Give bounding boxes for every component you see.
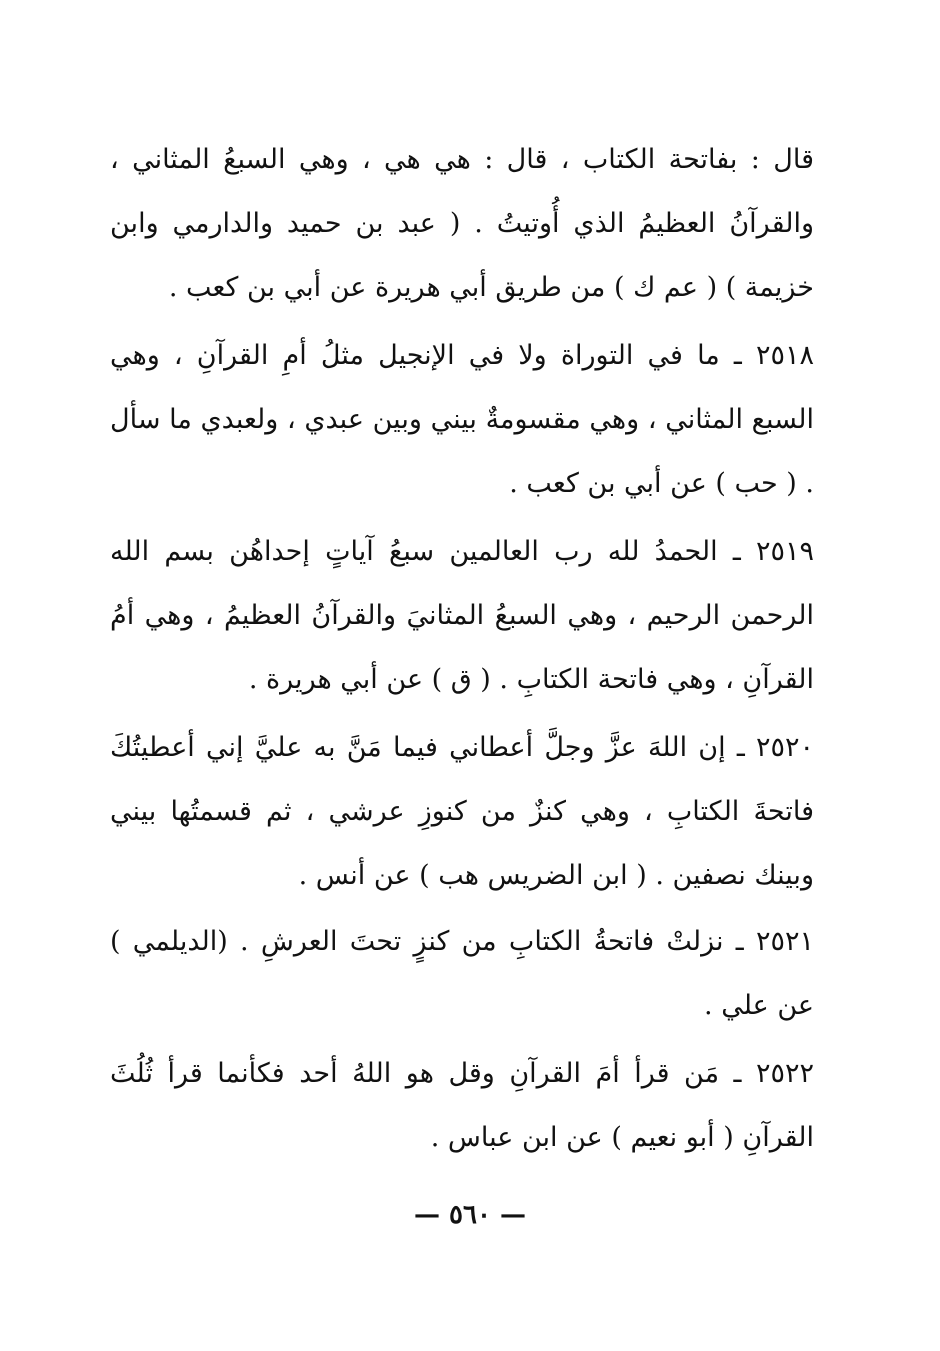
paragraph-text: قال : بفاتحة الكتاب ، قال : هي هي ، وهي السبعُ المثاني ، والقرآنُ العظيمُ الذي أُوتيتُ . ( عبد بن حميد والدارمي وابن خزيمة ) ( عم ك ) من طريق أبي هريرة عن أبي بن كعب . xyxy=(110,144,814,303)
hadith-2521 xyxy=(110,910,814,1038)
paragraph-text: ٢٥١٨ ـ ما في التوراة ولا في الإنجيل مثلُ أمِ القرآنِ ، وهي السبع المثاني ، وهي مقسومةٌ بيني وبين عبدي ، ولعبدي ما سأل . ( حب ) عن أبي بن كعب . xyxy=(110,340,814,499)
hadith-2519 xyxy=(110,520,814,712)
paragraph-intro xyxy=(110,128,814,320)
paragraph-text: ٢٥٢١ ـ نزلتْ فاتحةُ الكتابِ من كنزٍ تحتَ العرشِ . (الديلمي ) عن علي . xyxy=(110,926,814,1021)
paragraph-text: ٢٥٢٢ ـ مَن قرأ أمَ القرآنِ وقل هو اللهُ أحد فكأنما قرأ ثُلُثَ القرآنِ ( أبو نعيم ) عن ابن عباس . xyxy=(110,1058,814,1153)
paragraph-text: ٢٥٢٠ ـ إن اللهَ عزَّ وجلَّ أعطاني فيما مَنَّ به عليَّ إني أعطيتُكَ فاتحةَ الكتابِ ، وهي كنزٌ من كنوزِ عرشي ، ثم قسمتُها بيني وبينك نصفين . ( ابن الضريس هب ) عن أنس . xyxy=(110,732,814,891)
hadith-2522 xyxy=(110,1042,814,1170)
page-number: — ٥٦٠ — xyxy=(413,1200,527,1230)
paragraph-text: ٢٥١٩ ـ الحمدُ لله رب العالمين سبعُ آياتٍ إحداهُن بسم الله الرحمن الرحيم ، وهي السبعُ المثانيَ والقرآنُ العظيمُ ، وهي أمُ القرآنِ ، وهي فاتحة الكتابِ . ( ق ) عن أبي هريرة . xyxy=(110,536,814,695)
hadith-2520 xyxy=(110,716,814,908)
hadith-2518 xyxy=(110,324,814,516)
